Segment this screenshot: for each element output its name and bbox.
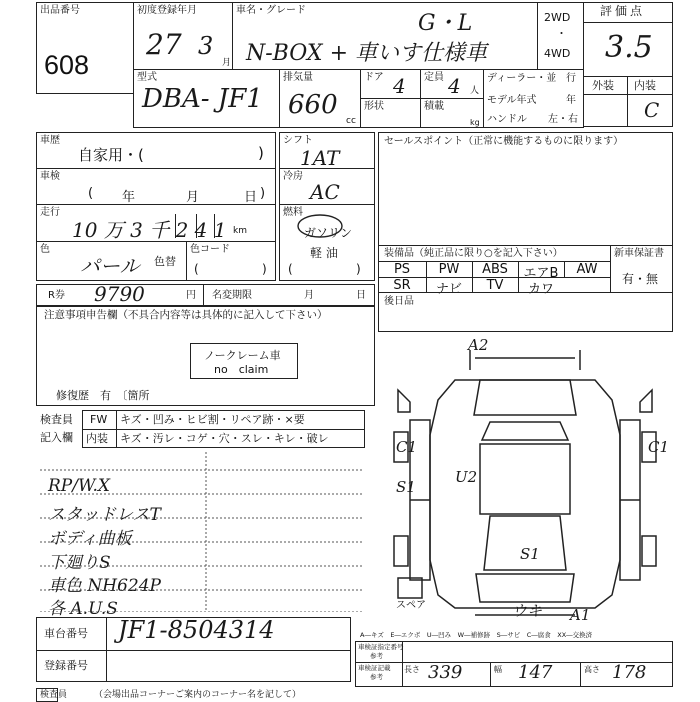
note-line: 車色 NH624P [48,576,161,596]
interior-text: キズ・汚レ・コゲ・穴・スレ・キレ・破レ [120,432,329,445]
doors-label: ドア [364,72,384,83]
note-line: ボディ曲板 [48,529,132,549]
history-label: 車歴 [40,135,60,146]
equip-leather: カワ [527,282,554,297]
wd-4: 4WD [544,47,571,60]
catalog-label-2: 参考 [370,652,383,660]
mark-uki: ウキ [512,602,543,620]
mark-a1: A1 [570,606,591,624]
model-label: 車名・グレード [236,5,306,16]
history-value: 自家用・( [78,146,144,164]
recycle-value: 9790 [94,282,145,306]
inspection-year: 年 [122,190,136,205]
warranty-label: 新車保証書 [614,248,664,259]
fuel-open: ( [288,262,293,276]
model-year-unit: 年 [566,95,576,106]
equip-aw: AW [576,262,598,277]
divider [279,168,375,169]
mark-s1-roof: S1 [520,545,540,563]
cc-unit: cc [346,116,356,126]
inspection-open: ( [88,186,94,201]
ac-value: AC [310,180,340,204]
recycle-unit: 円 [186,290,196,301]
divider [360,98,484,99]
first-reg-year: 27 [146,28,182,61]
kg-unit: kg [470,118,480,127]
footer-text: （会場出品コーナーご案内のコーナー名を記して） [94,690,302,700]
grade-hw: G・L [418,11,473,36]
height-value: 178 [612,662,647,683]
lot-number: 608 [44,50,90,80]
model-year-label: モデル年式 [487,95,537,106]
equip-ps: PS [393,262,411,277]
month-unit: 月 [222,58,232,68]
mark-c1-left: C1 [396,438,418,456]
exterior-label: 外装 [592,79,614,92]
fuel-diesel: 軽 油 [310,246,338,260]
divider [627,76,628,127]
load-label: 積載 [424,101,444,112]
repaint-label: 色替 [154,255,176,268]
divider [106,650,107,682]
checker-label2: 記入欄 [40,431,73,444]
shift-label: シフト [283,135,313,146]
fuel-circle-mark [296,212,348,240]
sales-points-label: セールスポイント（正常に機能するものに限ります） [384,136,624,147]
width-label: 幅 [494,665,502,674]
stamp-line1: ノークレーム車 [204,349,281,362]
size-label-2: 参考 [370,673,383,681]
recycle-label: R券 [48,290,65,301]
history-close: ) [258,144,264,162]
equip-navi: ナビ [435,282,462,297]
divider [116,410,117,448]
spare-label: スペア [396,600,426,611]
name-change-label: 名変期限 [212,290,252,301]
equip-airbag: エアB [523,266,559,281]
attached-label: 後日品 [384,296,414,307]
repair-label: 修復歴 有 〔箇所 [56,389,150,402]
equip-sr: SR [393,278,411,293]
warranty-value: 有・無 [622,272,659,286]
height-label: 高さ [584,665,600,674]
divider [490,662,491,687]
inspection-close: ) [260,186,266,201]
score-value: 3.5 [605,30,653,65]
divider [106,617,107,651]
wd-2: 2WD [544,11,571,24]
type-value: DBA- JF1 [142,84,263,114]
divider [36,168,276,169]
shape-label: 形状 [364,101,384,112]
attached-box [378,292,673,332]
note-line: スタッドレスT [48,505,161,525]
divider [36,204,276,205]
divider [583,94,673,95]
car-damage-diagram [380,340,680,620]
registration-label: 登録番号 [44,659,88,672]
fuel-label: 燃料 [283,207,303,218]
note-line: 下廻りS [48,553,111,573]
length-label: 長さ [404,665,420,674]
mileage-unit: km [233,226,247,236]
divider [82,429,365,430]
handle-options: 左・右 [548,114,578,125]
name-change-day: 日 [356,290,366,301]
mark-a2: A2 [468,336,489,354]
damage-legend: A―キズ E―エクボ U―凹み W―補修跡 S―サビ C―腐食 XX―交換済 [360,631,593,639]
equip-abs: ABS [482,262,508,277]
equip-tv: TV [486,278,504,293]
capacity-value: 4 [448,74,461,98]
inspection-label: 車検 [40,171,60,182]
type-label: 型式 [137,72,157,83]
score-label: 評価点 [600,4,646,18]
chassis-value: JF1-8504314 [118,616,275,644]
dealer-right: 行 [566,73,576,84]
fw-text: キズ・凹み・ヒビ割・リペア跡・×要 [120,413,305,426]
color-code-open: ( [194,262,199,276]
displacement-value: 660 [288,90,338,120]
doors-value: 4 [393,74,406,98]
divider [186,241,187,281]
mileage-label: 走行 [40,207,60,218]
name-change-month: 月 [304,290,314,301]
divider [196,214,197,238]
stamp-line2: no claim [214,363,269,376]
fuel-close: ) [356,262,361,276]
color-code-label: 色コード [190,244,230,255]
lot-label: 出品番号 [40,5,80,16]
ac-label: 冷房 [283,171,303,182]
inspection-day: 日 [244,190,258,205]
handle-label: ハンドル [487,114,527,125]
fuel-gasoline: ガソリン [304,226,353,240]
checker-label1: 検査員 [40,413,73,426]
divider [580,662,581,687]
equipment-label: 装備品（純正品に限り○を記入下さい） [384,248,563,259]
note-line: RP/W.X [48,476,110,496]
mark-s1-side: S1 [396,478,416,496]
divider [583,76,673,77]
wd-dot: ・ [556,27,567,40]
divider [36,241,276,242]
model-hw: N-BOX + 車いす仕様車 [246,41,487,66]
width-value: 147 [518,662,553,683]
equip-pw: PW [438,262,460,277]
interior-label: 内装 [634,79,656,92]
dealer-label: ディーラー・並 [487,73,557,84]
note-line: 各 A.U.S [48,599,118,619]
interior-head: 内装 [86,432,108,445]
footer-label: 検査員 [40,690,68,700]
mark-u2: U2 [455,468,478,486]
chassis-label: 車台番号 [44,627,88,640]
sales-box [378,132,673,246]
first-reg-month: 3 [198,32,214,60]
note-lines [36,452,366,612]
divider [420,69,421,128]
mark-c1-right: C1 [648,438,670,456]
divider [175,214,176,238]
divider [583,22,673,23]
capacity-unit: 人 [470,86,480,96]
color-value: パール [80,254,140,278]
inspection-month: 月 [186,190,200,205]
color-label: 色 [40,244,50,255]
displacement-label: 排気量 [283,72,313,83]
capacity-label: 定員 [424,72,444,83]
length-value: 339 [428,662,463,683]
shift-value: 1AT [300,146,340,170]
size-label-1: 車検証記載 [358,664,391,672]
first-reg-label: 初度登録年月 [137,5,197,16]
catalog-label-1: 車検証指定番号 [358,643,404,651]
mileage-value: 10 万 3 千 2 4 1 [72,218,227,242]
divider [214,214,215,238]
interior-value: C [644,98,660,122]
notes-label: 注意事項申告欄（不具合内容等は具体的に記入して下さい） [44,309,328,321]
divider [279,204,375,205]
fw-head: FW [90,413,108,426]
color-code-close: ) [262,262,267,276]
